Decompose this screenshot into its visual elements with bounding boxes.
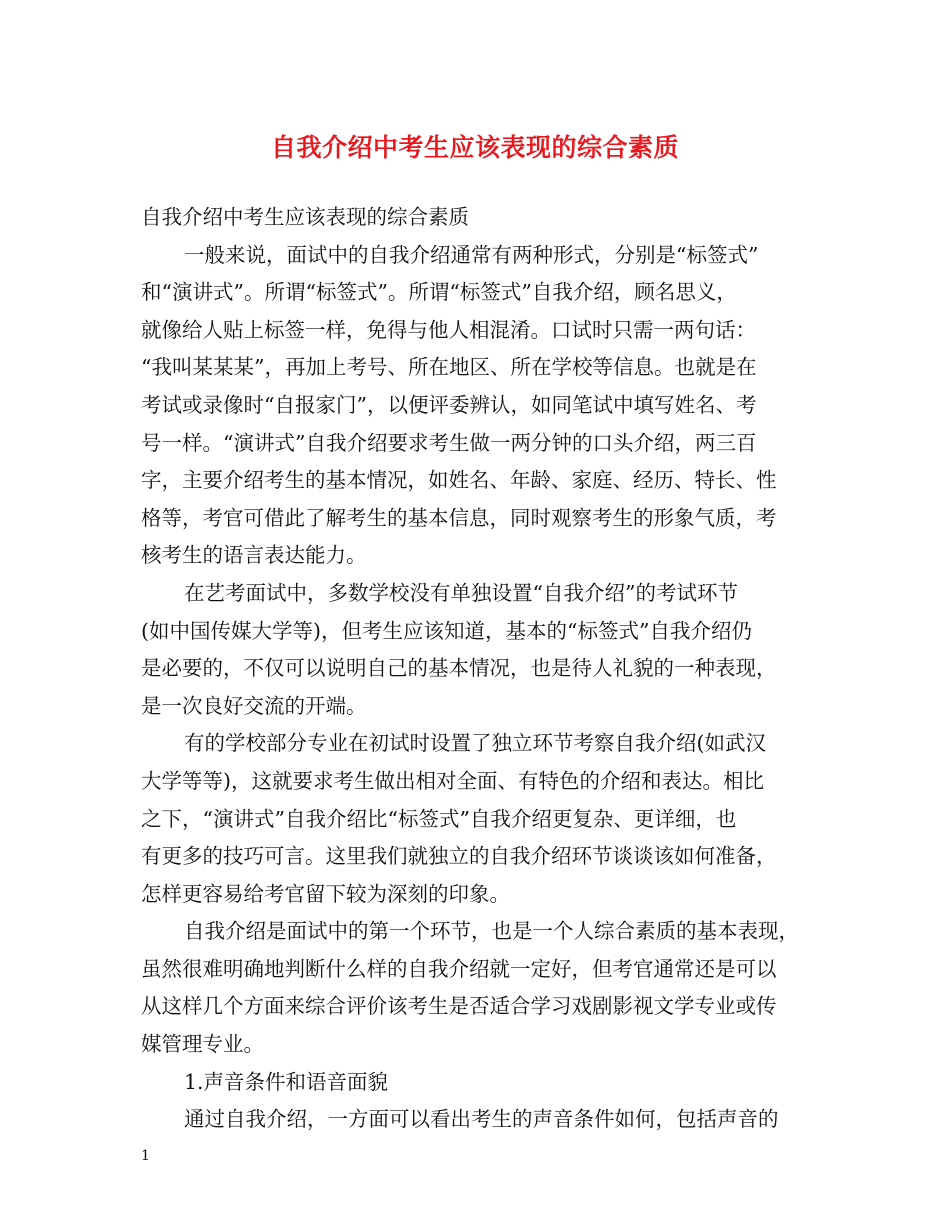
body-line: 有更多的技巧可言。这里我们就独立的自我介绍环节谈谈该如何准备， [141, 844, 777, 869]
page-title: 自我介绍中考生应该表现的综合素质 [270, 133, 679, 162]
body-line: 号一样。“演讲式”自我介绍要求考生做一两分钟的口头介绍，两三百 [141, 430, 757, 455]
body-line: 通过自我介绍，一方面可以看出考生的声音条件如何，包括声音的 [184, 1107, 779, 1132]
body-line: 大学等等)，这就要求考生做出相对全面、有特色的介绍和表达。相比 [141, 768, 764, 793]
body-line: 有的学校部分专业在初试时设置了独立环节考察自我介绍(如武汉 [184, 731, 766, 756]
body-line: 是一次良好交流的开端。 [141, 693, 367, 718]
body-line: 媒管理专业。 [141, 1032, 264, 1057]
section-heading: 1.声音条件和语音面貌 [184, 1069, 389, 1094]
body-line: 就像给人贴上标签一样，免得与他人相混淆。口试时只需一两句话： [141, 317, 756, 342]
body-line: 怎样更容易给考官留下较为深刻的印象。 [141, 881, 510, 906]
body-line: 格等，考官可借此了解考生的基本信息，同时观察考生的形象气质，考 [141, 505, 777, 530]
page-number: 1 [141, 1148, 150, 1164]
body-line: (如中国传媒大学等)，但考生应该知道，基本的“标签式”自我介绍仍 [141, 618, 752, 643]
body-line: 字，主要介绍考生的基本情况，如姓名、年龄、家庭、经历、特长、性 [141, 468, 777, 493]
body-line: 之下，“演讲式”自我介绍比“标签式”自我介绍更复杂、更详细，也 [141, 806, 737, 831]
body-line: 考试或录像时“自报家门”，以便评委辨认，如同笔试中填写姓名、考 [141, 392, 757, 417]
body-line: 一般来说，面试中的自我介绍通常有两种形式，分别是“标签式” [184, 242, 759, 267]
body-line: 自我介绍中考生应该表现的综合素质 [141, 205, 469, 229]
body-line: 虽然很难明确地判断什么样的自我介绍就一定好，但考官通常还是可以 [141, 956, 777, 981]
body-line: 和“演讲式”。所谓“标签式”。所谓“标签式”自我介绍，顾名思义， [141, 280, 737, 305]
body-line: 自我介绍是面试中的第一个环节，也是一个人综合素质的基本表现， [184, 919, 799, 944]
body-line: 是必要的，不仅可以说明自己的基本情况，也是待人礼貌的一种表现， [141, 656, 777, 681]
document-body [141, 199, 826, 1139]
body-line: 从这样几个方面来综合评价该考生是否适合学习戏剧影视文学专业或传 [141, 994, 777, 1019]
body-line: “我叫某某某”，再加上考号、所在地区、所在学校等信息。也就是在 [141, 355, 757, 380]
body-line: 核考生的语言表达能力。 [141, 543, 367, 568]
body-line: 在艺考面试中，多数学校没有单独设置“自我介绍”的考试环节 [184, 580, 738, 605]
